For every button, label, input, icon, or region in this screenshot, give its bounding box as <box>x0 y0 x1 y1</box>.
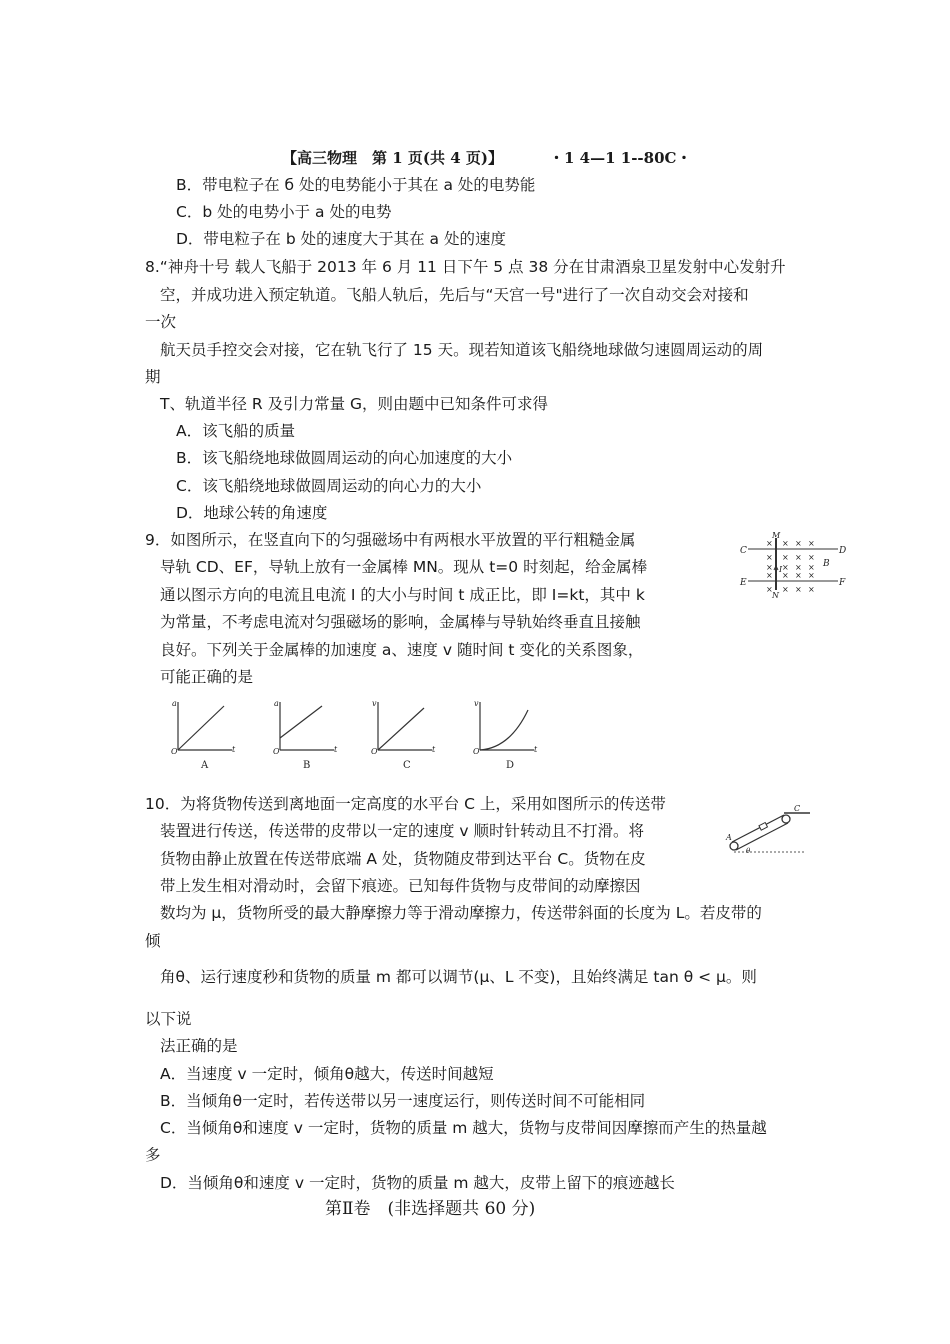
svg-text:O: O <box>273 747 280 756</box>
svg-text:×: × <box>782 553 789 562</box>
q8-option-c: C．该飞船绕地球做圆周运动的向心力的大小 <box>176 477 482 495</box>
q9-graph-b <box>270 698 342 770</box>
q10-option-c-line1: C．当倾角θ和速度 v 一定时，货物的质量 m 越大，货物与皮带间因摩擦而产生的热量越 <box>160 1119 767 1137</box>
rod-label-m: M <box>772 531 781 540</box>
q9-stem-line1: 9．如图所示，在竖直向下的匀强磁场中有两根水平放置的平行粗糙金属 <box>145 531 636 549</box>
svg-text:×: × <box>795 585 802 594</box>
conveyor-label-theta: θ <box>746 847 751 855</box>
pulley-bottom <box>730 842 738 850</box>
graph-label-c: C <box>403 760 411 771</box>
q10-stem-line4: 带上发生相对滑动时，会留下痕迹。已知每件货物与皮带间的动摩擦因 <box>160 877 641 895</box>
svg-text:×: × <box>782 563 789 572</box>
graph-label-a: A <box>201 760 209 771</box>
graph-label-b: B <box>303 760 311 771</box>
q7-option-b: B．带电粒子在 б 处的电势能小于其在 a 处的电势能 <box>176 176 536 194</box>
conveyor-label-c: C <box>794 804 801 813</box>
svg-text:t: t <box>232 745 236 754</box>
q9-rails-figure <box>738 530 848 598</box>
rail-label-d: D <box>839 546 847 556</box>
svg-text:O: O <box>171 747 178 756</box>
q8-stem-line1: 8.“神舟十号 载人飞船于 2013 年 6 月 11 日下午 5 点 38 分在甘肃酒泉卫星发射中心发射升 <box>145 258 786 276</box>
q8-option-d: D．地球公转的角速度 <box>176 504 328 522</box>
q7-option-d: D．带电粒子在 b 处的速度大于其在 a 处的速度 <box>176 230 506 248</box>
svg-text:×: × <box>782 585 789 594</box>
graph-label-d: D <box>506 760 515 771</box>
q8-option-a: A．该飞船的质量 <box>176 422 296 440</box>
page-header-title: 【高三物理 第 1 页(共 4 页)】 <box>282 149 503 167</box>
svg-text:×: × <box>782 539 789 548</box>
svg-text:×: × <box>782 571 789 580</box>
q9-stem-line6: 可能正确的是 <box>160 668 254 686</box>
q10-option-d: D．当倾角θ和速度 v 一定时，货物的质量 m 越大，皮带上留下的痕迹越长 <box>160 1174 675 1192</box>
q8-stem-line3: 一次 <box>145 313 177 331</box>
rail-label-f: F <box>839 578 846 588</box>
cargo-box <box>759 823 768 831</box>
q9-graph-c <box>368 698 440 770</box>
q10-stem-line9: 法正确的是 <box>160 1037 238 1055</box>
q10-option-c-line2: 多 <box>145 1146 161 1164</box>
q10-stem-line2: 装置进行传送，传送带的皮带以一定的速度 v 顺时针转动且不打滑。将 <box>160 822 645 840</box>
current-label-i: I <box>779 565 783 574</box>
svg-text:×: × <box>795 571 802 580</box>
q10-stem-line6: 倾 <box>145 932 161 950</box>
svg-text:×: × <box>766 563 773 572</box>
svg-text:v: v <box>372 699 377 708</box>
svg-text:O: O <box>371 747 378 756</box>
q7-option-c: C．b 处的电势小于 a 处的电势 <box>176 203 392 221</box>
q8-stem-line4: 航天员手控交会对接，它在轨飞行了 15 天。现若知道该飞船绕地球做匀速圆周运动的周 <box>160 341 764 359</box>
q10-stem-line5: 数均为 μ，货物所受的最大静摩擦力等于滑动摩擦力，传送带斜面的长度为 L。若皮带的 <box>160 904 762 922</box>
svg-text:×: × <box>795 563 802 572</box>
svg-text:×: × <box>808 553 815 562</box>
section-ii-title: 第Ⅱ卷 (非选择题共 60 分) <box>325 1199 536 1219</box>
svg-text:×: × <box>795 553 802 562</box>
rail-label-e: E <box>740 578 747 588</box>
q9-stem-line5: 良好。下列关于金属棒的加速度 a、速度 v 随时间 t 变化的关系图象， <box>160 641 644 659</box>
q8-stem-line2: 空，并成功进入预定轨道。飞船人轨后，先后与“天宫一号"进行了一次自动交会对接和 <box>160 286 749 304</box>
q8-option-b: B．该飞船绕地球做圆周运动的向心加速度的大小 <box>176 449 513 467</box>
q10-stem-line1: 10．为将货物传送到离地面一定高度的水平台 C 上，采用如图所示的传送带 <box>145 795 666 813</box>
svg-text:×: × <box>808 539 815 548</box>
svg-text:×: × <box>808 585 815 594</box>
svg-text:a: a <box>274 699 279 708</box>
q10-stem-line3: 货物由静止放置在传送带底端 A 处，货物随皮带到达平台 C。货物在皮 <box>160 850 646 868</box>
q9-stem-line2: 导轨 CD、EF，导轨上放有一金属棒 MN。现从 t=0 时刻起，给金属棒 <box>160 558 648 576</box>
rod-label-n: N <box>772 591 779 600</box>
rail-label-c: C <box>740 546 747 556</box>
q8-stem-line6: T、轨道半径 R 及引力常量 G，则由题中已知条件可求得 <box>160 395 549 413</box>
field-label-b: B <box>823 559 830 569</box>
svg-text:×: × <box>808 563 815 572</box>
svg-text:×: × <box>808 571 815 580</box>
svg-text:×: × <box>795 539 802 548</box>
svg-text:a: a <box>172 699 177 708</box>
svg-text:O: O <box>473 747 480 756</box>
svg-text:×: × <box>766 585 773 594</box>
q8-stem-line5: 期 <box>145 368 161 386</box>
svg-text:t: t <box>334 745 338 754</box>
page-header-code: ・1 4—1 1--80C・ <box>549 149 692 167</box>
q10-conveyor-figure <box>720 800 812 858</box>
q10-option-b: B．当倾角θ一定时，若传送带以另一速度运行，则传送时间不可能相同 <box>160 1092 646 1110</box>
q9-stem-line4: 为常量，不考虑电流对匀强磁场的影响，金属棒与导轨始终垂直且接触 <box>160 613 641 631</box>
q10-stem-line7: 角θ、运行速度秒和货物的质量 m 都可以调节(μ、L 不变)，且始终满足 tan θ < μ。则 <box>160 968 757 986</box>
svg-text:×: × <box>766 553 773 562</box>
svg-text:t: t <box>534 745 538 754</box>
q10-stem-line8: 以下说 <box>145 1010 192 1028</box>
q9-stem-line3: 通以图示方向的电流且电流 I 的大小与时间 t 成正比，即 I=kt，其中 k <box>160 586 645 604</box>
svg-text:t: t <box>432 745 436 754</box>
conveyor-label-a: A <box>726 833 732 842</box>
q9-graph-d <box>470 698 542 770</box>
svg-text:×: × <box>766 539 773 548</box>
pulley-top <box>782 815 790 823</box>
svg-text:v: v <box>474 699 479 708</box>
q10-option-a: A．当速度 v 一定时，倾角θ越大，传送时间越短 <box>160 1065 494 1083</box>
svg-text:×: × <box>766 571 773 580</box>
q9-graph-a <box>168 698 240 770</box>
